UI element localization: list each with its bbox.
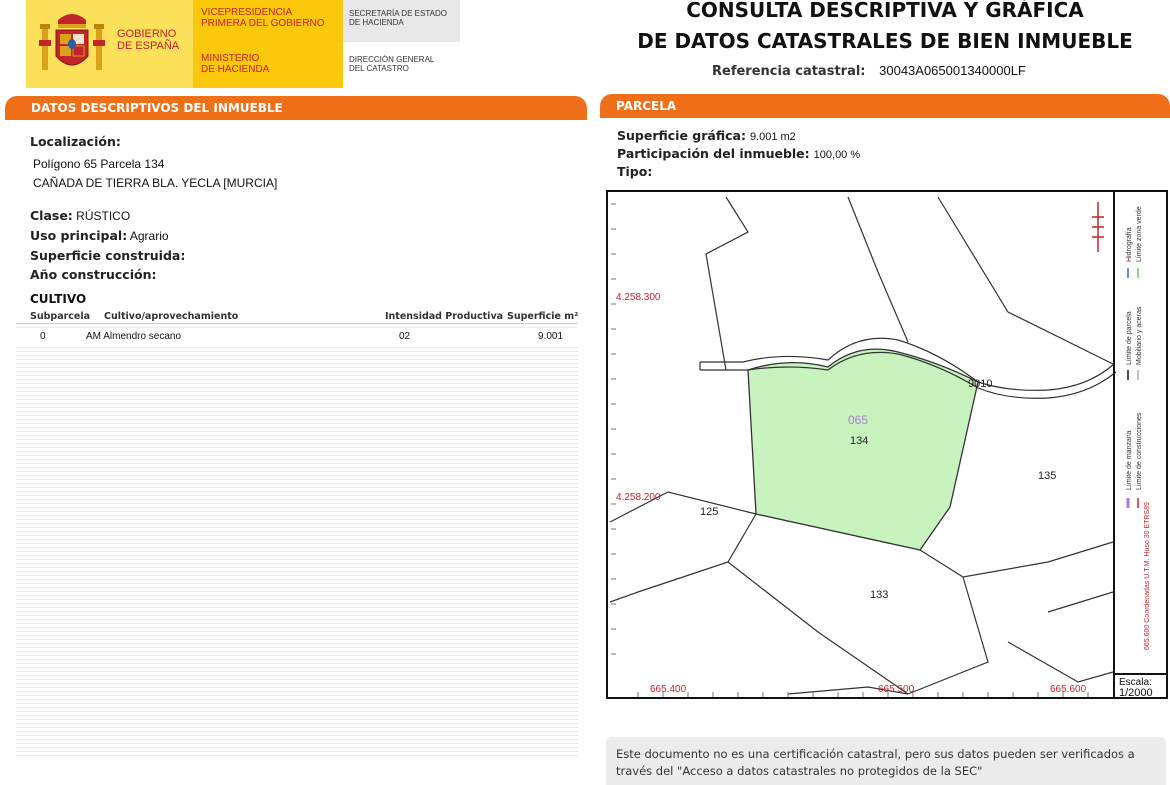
north-arrow-icon [1092, 202, 1104, 252]
cultivo-table [16, 308, 578, 758]
ministerio-logo [193, 0, 343, 88]
secretaria-block [343, 0, 460, 88]
parcela-header: PARCELA [600, 94, 1170, 118]
map-scale: Escala: 1/2000 [1113, 673, 1168, 699]
map-y-coord: 4.258.300 [616, 292, 661, 303]
gobierno-text: GOBIERNO DE ESPAÑA [117, 28, 180, 52]
direccion-text: DIRECCIÓN GENERAL DEL CATASTRO [343, 42, 460, 88]
legend-label: Límite de parcela [1126, 311, 1133, 365]
map-x-coord: 665.600 [1050, 684, 1087, 695]
map-x-coord: 665.400 [650, 684, 687, 695]
map-legend [1113, 190, 1168, 699]
legend-label: Límite de construcciones [1136, 412, 1143, 490]
legend-label: Límite de manzana [1126, 430, 1133, 490]
parcel-label: 9010 [968, 378, 993, 390]
legend-label: Límite zona verde [1136, 206, 1143, 262]
map-y-coord: 4.258.200 [616, 492, 661, 503]
col-intensidad: Intensidad Productiva [385, 311, 504, 322]
header-logos [26, 0, 460, 88]
parcel-label: 134 [850, 435, 869, 447]
table-header [16, 308, 578, 324]
referencia-catastral: Referencia catastral: 30043A065001340000LF [712, 63, 1026, 79]
tipo-field: Tipo: [617, 164, 653, 179]
col-subparcela: Subparcela [30, 311, 91, 322]
superficie-construida-field: Superficie construida: [30, 248, 186, 263]
anio-construccion-field: Año construcción: [30, 267, 157, 282]
referencia-value: 30043A065001340000LF [879, 63, 1026, 78]
parcel-134-shape [748, 349, 978, 550]
utm-label: 665.600 Coordenadas U.T.M. Huso 30 ETRS89 [1144, 502, 1151, 650]
datos-descriptivos-header: DATOS DESCRIPTIVOS DEL INMUEBLE [5, 96, 587, 120]
localizacion-line2: CAÑADA DE TIERRA BLA. YECLA [MURCIA] [33, 176, 278, 190]
parcel-label: 135 [1038, 470, 1057, 482]
superficie-grafica-field: Superficie gráfica: 9.001 m2 [617, 128, 796, 143]
col-superficie: Superficie m² [507, 311, 579, 322]
localizacion-label: Localización: [30, 134, 121, 149]
coat-of-arms-icon [36, 10, 108, 78]
cultivo-title: CULTIVO [30, 292, 87, 306]
gobierno-logo [26, 0, 193, 88]
poligono-label: 065 [848, 413, 869, 427]
disclaimer-note: Este documento no es una certificación catastral, pero sus datos pueden ser verificados a través del "Acceso a datos catastrales no protegidos de la SEC" [606, 737, 1166, 785]
legend-label: Mobiliario y aceras [1136, 306, 1143, 365]
parcel-map[interactable] [606, 190, 1168, 699]
secretaria-text: SECRETARÍA DE ESTADO DE HACIENDA [343, 0, 460, 42]
localizacion-line1: Polígono 65 Parcela 134 [33, 157, 165, 171]
map-drawing [608, 192, 1168, 699]
parcel-label: 125 [700, 506, 719, 518]
vicepresidencia-text: VICEPRESIDENCIA PRIMERA DEL GOBIERNO [201, 7, 325, 29]
col-cultivo: Cultivo/aprovechamiento [104, 311, 239, 322]
ministerio-text: MINISTERIO DE HACIENDA [201, 53, 270, 75]
participacion-field: Participación del inmueble: 100,00 % [617, 146, 861, 161]
uso-field: Uso principal: Agrario [30, 228, 169, 243]
parcel-label: 133 [870, 589, 889, 601]
table-row: 0 AM Almendro secano 02 9.001 [16, 328, 578, 344]
clase-field: Clase: RÚSTICO [30, 208, 131, 223]
legend-label: Hidrografía [1126, 227, 1133, 262]
map-x-coord: 665.500 [878, 684, 915, 695]
